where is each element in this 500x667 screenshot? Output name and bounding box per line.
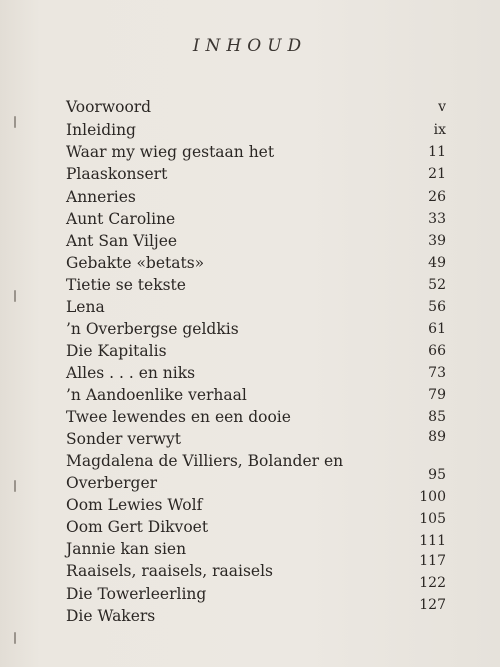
toc-entry-page: ix [433, 122, 446, 138]
toc-entry-title: Alles . . . en niks [66, 364, 196, 382]
toc-entry-title: Jannie kan sien [66, 540, 187, 558]
toc-entry-page: 79 [428, 387, 446, 403]
toc-entry-title: Aunt Caroline [66, 210, 176, 228]
toc-entry-title: Waar my wieg gestaan het [66, 143, 275, 161]
toc-entry-title: Lena [66, 298, 105, 316]
toc-entry-page: 11 [428, 144, 446, 160]
toc-entry-page: 21 [428, 166, 446, 182]
toc-entry-page: 52 [428, 277, 446, 293]
toc-entry-title: Oom Lewies Wolf [66, 496, 203, 514]
toc-entry-page: v [438, 99, 446, 115]
toc-entry-title: Plaaskonsert [66, 165, 168, 183]
toc-entry-page: 105 [419, 511, 446, 527]
toc-entry-title: Magdalena de Villiers, Bolander en [66, 452, 344, 470]
toc-entry-page: 85 [428, 409, 446, 425]
toc-entry-page: 26 [428, 189, 446, 205]
toc-entry-page: 33 [428, 211, 446, 227]
toc-entry-title: Ant San Viljee [66, 232, 178, 250]
toc-entry-title: Oom Gert Dikvoet [66, 518, 209, 536]
toc-entry-page: 127 [419, 597, 446, 613]
toc-entry-page: 89 [428, 429, 446, 445]
toc-entry-title: Anneries [66, 188, 136, 206]
toc-entry-title: Tietie se tekste [66, 276, 186, 294]
toc-entry-page: 73 [428, 365, 446, 381]
toc-entry-title: Die Kapitalis [66, 342, 167, 360]
toc-entry-page: 56 [428, 299, 446, 315]
toc-entry-title: Twee lewendes en een dooie [66, 408, 291, 426]
toc-entry-page: 100 [419, 489, 446, 505]
toc-entry-title: Gebakte «betats» [66, 254, 205, 272]
toc-entry-title: Overberger [66, 474, 158, 492]
toc-entry-title: ’n Aandoenlike verhaal [66, 386, 247, 404]
contents-heading: INHOUD [192, 36, 308, 56]
toc-entry-title: Inleiding [66, 121, 136, 139]
toc-entry-title: Voorwoord [66, 98, 152, 116]
toc-entry-page: 111 [419, 533, 446, 549]
toc-entry-page: 61 [428, 321, 446, 337]
toc-entry-page: 39 [428, 233, 446, 249]
toc-entry-title: Die Towerleerling [66, 585, 207, 603]
toc-entry-page: 122 [419, 575, 446, 591]
toc-entry-page: 95 [428, 467, 446, 483]
toc-entry-page: 117 [419, 553, 446, 569]
toc-entry-title: ’n Overbergse geldkis [66, 320, 239, 338]
toc-entry-title: Sonder verwyt [66, 430, 181, 448]
toc-entry-title: Raaisels, raaisels, raaisels [66, 562, 273, 580]
toc-entry-title: Die Wakers [66, 607, 156, 625]
toc-entry-page: 66 [428, 343, 446, 359]
toc-entry-page: 49 [428, 255, 446, 271]
